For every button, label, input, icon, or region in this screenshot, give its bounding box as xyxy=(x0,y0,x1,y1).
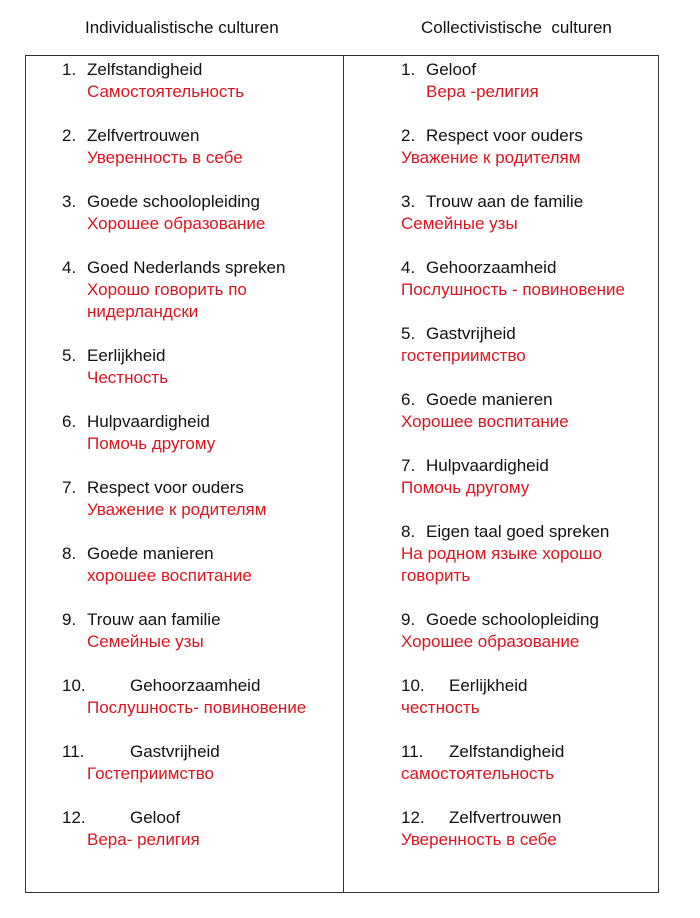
item-number: 12. xyxy=(62,808,86,827)
item-dutch-text: Trouw aan de familie xyxy=(426,192,584,211)
item-dutch-text: Goede schoolopleiding xyxy=(426,610,599,629)
item-number: 2. xyxy=(401,126,416,145)
item-russian-translation: Семейные узы xyxy=(87,632,204,651)
item-russian-translation: Хорошее воспитание xyxy=(401,412,569,431)
item-number: 12. xyxy=(401,808,425,827)
item-dutch-text: Gastvrijheid xyxy=(426,324,516,343)
item-number: 9. xyxy=(401,610,416,629)
item-russian-translation: Помочь другому xyxy=(401,478,530,497)
item-number: 3. xyxy=(401,192,416,211)
item-dutch-text: Eigen taal goed spreken xyxy=(426,522,610,541)
item-russian-translation: честность xyxy=(401,698,480,717)
item-russian-translation: Уважение к родителям xyxy=(401,148,581,167)
item-russian-translation: Хорошее образование xyxy=(401,632,580,651)
list-item xyxy=(401,389,569,433)
item-dutch-text: Goede schoolopleiding xyxy=(87,192,260,211)
item-russian-translation: Хорошее образование xyxy=(87,214,266,233)
item-russian-translation: Семейные узы xyxy=(401,214,518,233)
list-item xyxy=(62,675,306,719)
list-item xyxy=(62,543,252,587)
item-number: 8. xyxy=(401,522,416,541)
item-russian-translation: Помочь другому xyxy=(87,434,216,453)
item-dutch-text: Hulpvaardigheid xyxy=(426,456,549,475)
list-item xyxy=(62,59,244,103)
list-item xyxy=(62,411,215,455)
list-item xyxy=(62,609,221,653)
item-russian-translation: На родном языке хорошо говорить xyxy=(401,544,602,585)
item-number: 11. xyxy=(62,742,85,761)
list-item xyxy=(62,807,200,851)
item-dutch-text: Zelfvertrouwen xyxy=(449,808,562,827)
item-dutch-text: Geloof xyxy=(130,808,181,827)
list-item xyxy=(401,125,583,169)
list-item xyxy=(62,741,220,785)
list-item xyxy=(401,521,610,587)
item-number: 7. xyxy=(401,456,416,475)
list-item xyxy=(62,125,243,169)
item-dutch-text: Gehoorzaamheid xyxy=(426,258,557,277)
item-number: 4. xyxy=(62,258,77,277)
item-dutch-text: Goede manieren xyxy=(426,390,553,409)
item-number: 11. xyxy=(401,742,424,761)
item-dutch-text: Goed Nederlands spreken xyxy=(87,258,286,277)
list-item xyxy=(401,257,625,301)
item-russian-translation: Вера -религия xyxy=(426,82,539,101)
item-russian-translation: Самостоятельность xyxy=(87,82,245,101)
item-number: 8. xyxy=(62,544,77,563)
item-dutch-text: Gastvrijheid xyxy=(130,742,220,761)
list-item xyxy=(401,675,528,719)
header-collectivistic: Collectivistische culturen xyxy=(421,18,612,37)
list-item xyxy=(401,323,526,367)
item-dutch-text: Respect voor ouders xyxy=(426,126,583,145)
item-number: 4. xyxy=(401,258,416,277)
item-number: 10. xyxy=(401,676,425,695)
item-number: 6. xyxy=(401,390,416,409)
item-russian-translation: Послушность- повиновение xyxy=(87,698,307,717)
item-russian-translation: Послушность - повиновение xyxy=(401,280,625,299)
item-russian-translation: Хорошо говорить по нидерландски xyxy=(87,280,247,321)
item-dutch-text: Zelfvertrouwen xyxy=(87,126,200,145)
list-item xyxy=(401,455,549,499)
header-individualistic: Individualistische culturen xyxy=(85,18,279,37)
item-dutch-text: Eerlijkheid xyxy=(87,346,166,365)
item-russian-translation: Уверенность в себе xyxy=(401,830,557,849)
list-item xyxy=(401,741,565,785)
list-item xyxy=(62,345,168,389)
list-item xyxy=(62,257,286,323)
item-number: 9. xyxy=(62,610,77,629)
item-russian-translation: Уверенность в себе xyxy=(87,148,243,167)
item-russian-translation: гостеприимство xyxy=(401,346,526,365)
item-dutch-text: Zelfstandigheid xyxy=(87,60,203,79)
item-dutch-text: Goede manieren xyxy=(87,544,214,563)
list-item xyxy=(62,191,265,235)
item-number: 1. xyxy=(62,60,77,79)
item-russian-translation: Гостеприимство xyxy=(87,764,214,783)
item-number: 1. xyxy=(401,60,416,79)
list-item xyxy=(401,807,562,851)
item-number: 5. xyxy=(401,324,416,343)
item-number: 7. xyxy=(62,478,77,497)
item-russian-translation: самостоятельность xyxy=(401,764,555,783)
item-dutch-text: Respect voor ouders xyxy=(87,478,244,497)
list-item xyxy=(62,477,266,521)
item-number: 2. xyxy=(62,126,77,145)
item-russian-translation: Честность xyxy=(87,368,169,387)
item-dutch-text: Geloof xyxy=(426,60,477,79)
item-dutch-text: Eerlijkheid xyxy=(449,676,528,695)
list-item xyxy=(401,191,584,235)
item-russian-translation: хорошее воспитание xyxy=(87,566,252,585)
item-number: 6. xyxy=(62,412,77,431)
item-dutch-text: Zelfstandigheid xyxy=(449,742,565,761)
item-russian-translation: Вера- религия xyxy=(87,830,200,849)
item-russian-translation: Уважение к родителям xyxy=(87,500,267,519)
list-item xyxy=(401,609,599,653)
item-dutch-text: Trouw aan familie xyxy=(87,610,221,629)
item-number: 5. xyxy=(62,346,77,365)
item-dutch-text: Hulpvaardigheid xyxy=(87,412,210,431)
column-divider xyxy=(343,55,344,893)
item-number: 3. xyxy=(62,192,77,211)
item-number: 10. xyxy=(62,676,86,695)
list-item xyxy=(401,59,539,103)
item-dutch-text: Gehoorzaamheid xyxy=(130,676,261,695)
